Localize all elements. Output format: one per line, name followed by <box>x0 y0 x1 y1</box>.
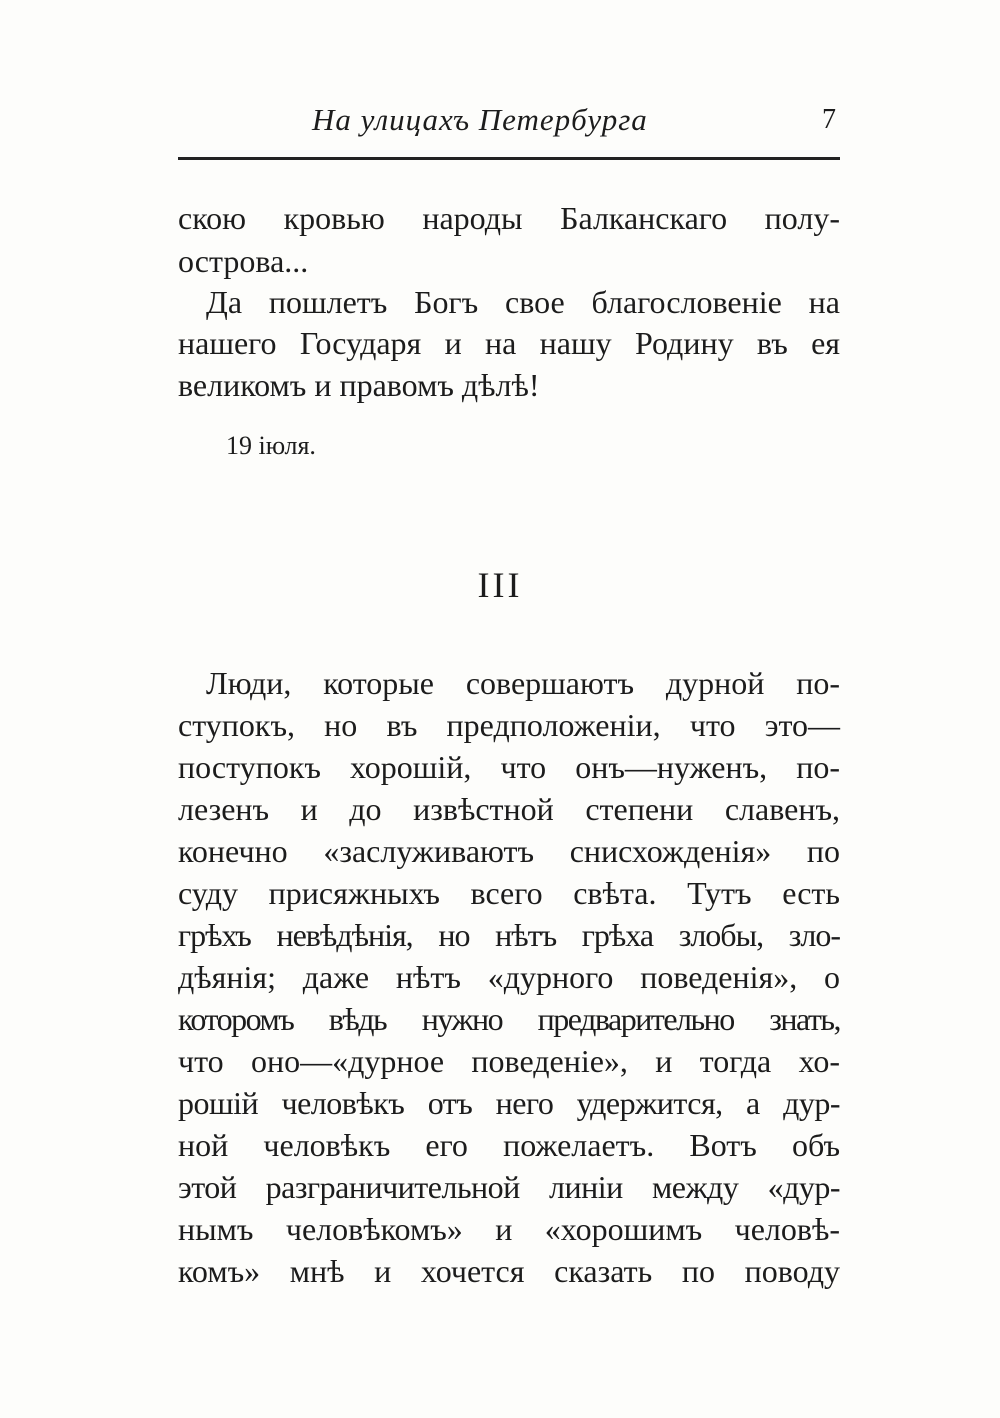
text-line: скою кровью народы Балканскаго полу- <box>178 200 840 236</box>
text-line: что оно—«дурное поведеніе», и тогда хо- <box>178 1043 840 1079</box>
text-line: этой разграничительной линіи между «дур- <box>178 1169 840 1205</box>
text-line: конечно «заслуживаютъ снисхожденія» по <box>178 833 840 869</box>
header-rule <box>178 157 840 160</box>
text-line: грѣхъ невѣдѣнія, но нѣтъ грѣха злобы, зло- <box>178 917 840 953</box>
text-line: великомъ и правомъ дѣлѣ! <box>178 367 540 403</box>
text-line: Люди, которые совершаютъ дурной по- <box>206 665 840 701</box>
text-line: нашего Государя и на нашу Родину въ ея <box>178 325 840 361</box>
text-line: ной человѣкъ его пожелаетъ. Вотъ объ <box>178 1127 840 1163</box>
text-line: ступокъ, но въ предположеніи, что это— <box>178 707 840 743</box>
text-line: Да пошлетъ Богъ свое благословеніе на <box>206 284 840 320</box>
date-line: 19 іюля. <box>226 431 316 460</box>
text-line: лезенъ и до извѣстной степени славенъ, <box>178 791 840 827</box>
chapter-heading: III <box>477 565 523 605</box>
running-header <box>178 98 840 142</box>
text-line: которомъ вѣдь нужно предварительно знать, <box>178 1001 840 1037</box>
text-line: дѣянія; даже нѣтъ «дурного поведенія», о <box>178 959 840 995</box>
running-title: На улицахъ Петербурга <box>312 102 648 137</box>
text-line: комъ» мнѣ и хочется сказать по поводу <box>178 1253 840 1289</box>
page-number: 7 <box>822 104 836 135</box>
text-line: рошій человѣкъ отъ него удержится, а дур- <box>178 1085 840 1121</box>
text-line: нымъ человѣкомъ» и «хорошимъ человѣ- <box>178 1211 840 1247</box>
text-line: поступокъ хорошій, что онъ—нуженъ, по- <box>178 749 840 785</box>
text-line: острова... <box>178 243 309 279</box>
text-line: суду присяжныхъ всего свѣта. Тутъ есть <box>178 875 840 911</box>
